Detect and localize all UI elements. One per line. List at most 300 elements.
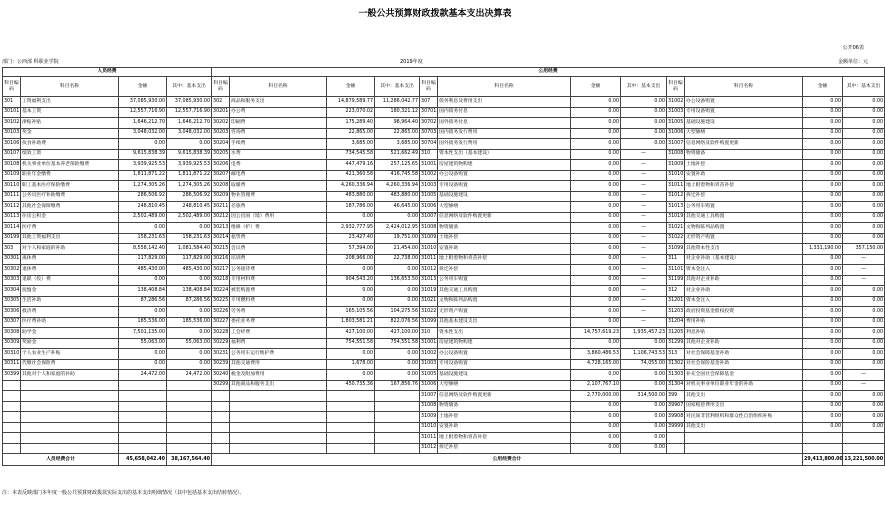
item-amount: 0.00	[327, 349, 375, 360]
item-code: 30301	[3, 254, 21, 265]
item-name: 对社会保障基金补助	[685, 349, 803, 360]
item-basic: —	[621, 275, 667, 286]
item-name: 安置补助	[438, 422, 571, 433]
item-name: 资本性支出	[438, 328, 571, 339]
table-row	[3, 160, 885, 171]
item-basic: 0.00	[167, 359, 212, 370]
item-name: 咨询费	[230, 128, 327, 139]
item-code: 310	[420, 149, 438, 160]
item-code: 31304	[667, 380, 685, 391]
item-basic: 0.00	[621, 97, 667, 108]
item-name: 其他支出	[685, 391, 803, 402]
item-name	[230, 443, 327, 454]
item-code: 31011	[420, 433, 438, 444]
item-amount: 55,063.00	[119, 338, 167, 349]
item-amount: 0.00	[571, 286, 621, 297]
item-amount: 7,501,135.00	[119, 328, 167, 339]
item-code: 30103	[3, 128, 21, 139]
item-basic: —	[621, 286, 667, 297]
item-name	[21, 391, 119, 402]
item-basic: 138,408.84	[167, 286, 212, 297]
item-name: 专用设备购置	[438, 359, 571, 370]
item-amount: 23,427.40	[327, 233, 375, 244]
item-code: 30215	[212, 244, 230, 255]
table-row	[3, 139, 885, 150]
item-name: 对企业补助	[685, 286, 803, 297]
item-name: 无形资产购置	[438, 307, 571, 318]
item-name: 个人农业生产补贴	[21, 349, 119, 360]
item-amount	[327, 391, 375, 402]
item-basic: —	[843, 254, 885, 265]
item-code: 312	[667, 286, 685, 297]
item-amount: 421,360.58	[327, 170, 375, 181]
table-row	[3, 380, 885, 391]
item-amount: 14,757,619.23	[571, 328, 621, 339]
item-name: 其他交通费用	[230, 359, 327, 370]
item-amount: 175,289.40	[327, 118, 375, 129]
item-amount	[119, 380, 167, 391]
item-basic: 0.00	[621, 443, 667, 454]
item-code: 30702	[420, 118, 438, 129]
item-name: 资本金注入	[685, 296, 803, 307]
item-basic: 0.00	[843, 401, 885, 412]
item-name: 国外债务发行费用	[438, 139, 571, 150]
item-code: 31019	[420, 286, 438, 297]
item-basic: 0.00	[375, 296, 420, 307]
item-amount: 0.00	[571, 401, 621, 412]
item-code: 30224	[212, 286, 230, 297]
item-basic: 286,506.92	[167, 191, 212, 202]
item-amount: 0.00	[803, 380, 843, 391]
item-name: 土地补偿	[685, 160, 803, 171]
item-amount: 0.00	[803, 191, 843, 202]
item-basic: 0.00	[621, 380, 667, 391]
item-amount: 0.00	[803, 233, 843, 244]
item-basic: 0.00	[621, 128, 667, 139]
item-name: 机关事业单位基本养老保险缴费	[21, 160, 119, 171]
item-name: 维修（护）费	[230, 223, 327, 234]
item-name: 公务员医疗补助缴费	[21, 191, 119, 202]
item-basic: 3,685.00	[375, 139, 420, 150]
item-code: 30703	[420, 128, 438, 139]
item-amount: 0.00	[803, 296, 843, 307]
item-amount	[803, 443, 843, 454]
table-row	[3, 296, 885, 307]
item-name: 其他对个人和家庭的补助	[21, 370, 119, 381]
item-code: 39907	[667, 401, 685, 412]
item-code: 30299	[212, 380, 230, 391]
item-code: 30704	[420, 139, 438, 150]
header-name: 科目名称	[685, 77, 803, 97]
item-name: 助学金	[21, 328, 119, 339]
item-name: 医疗费	[21, 223, 119, 234]
unit-label: 金额单位：元	[837, 59, 868, 65]
item-name: 会议费	[230, 244, 327, 255]
item-basic: 1,081,584.40	[167, 244, 212, 255]
item-code: 31010	[420, 422, 438, 433]
item-amount	[119, 422, 167, 433]
item-name: 培训费	[230, 254, 327, 265]
item-amount: 754,551.58	[327, 338, 375, 349]
item-code: 31007	[420, 212, 438, 223]
item-amount: 0.00	[803, 349, 843, 360]
item-code: 30108	[3, 160, 21, 171]
item-name	[685, 443, 803, 454]
item-name: 奖励金	[21, 338, 119, 349]
item-amount	[119, 391, 167, 402]
item-basic: 87,286.56	[167, 296, 212, 307]
item-amount	[327, 412, 375, 423]
item-amount: 208,966.00	[327, 254, 375, 265]
item-name: 水费	[230, 149, 327, 160]
header-basic: 其中：基本支出	[621, 77, 667, 97]
public-total-basic: 13,221,500.00	[843, 454, 885, 466]
item-code: 30229	[212, 338, 230, 349]
item-basic	[375, 433, 420, 444]
item-code: 30225	[212, 296, 230, 307]
item-amount: 9,615,838.39	[119, 149, 167, 160]
item-amount: 8,558,142.40	[119, 244, 167, 255]
item-amount: 0.00	[327, 370, 375, 381]
item-name: 房屋建筑物购建	[438, 338, 571, 349]
item-basic: 1,935,457.23	[621, 328, 667, 339]
item-amount: 0.00	[571, 338, 621, 349]
item-name	[685, 433, 803, 444]
item-name: 对企业补助（基本建设）	[685, 254, 803, 265]
item-basic	[375, 391, 420, 402]
item-name: 大型修缮	[438, 202, 571, 213]
header-amount: 金额	[803, 77, 843, 97]
item-amount: 0.00	[119, 307, 167, 318]
item-code: 30304	[3, 286, 21, 297]
item-name: 利息补贴	[685, 328, 803, 339]
item-name: 信息网络及软件购置更新	[685, 139, 803, 150]
item-code: 31007	[667, 139, 685, 150]
item-amount: 3,048,032.00	[119, 128, 167, 139]
item-amount: 87,286.56	[119, 296, 167, 307]
item-basic: 0.00	[621, 401, 667, 412]
item-amount: 0.00	[803, 160, 843, 171]
item-name: 津贴补贴	[21, 118, 119, 129]
item-basic: 0.00	[621, 118, 667, 129]
item-basic: 1,274,305.26	[167, 181, 212, 192]
item-code	[3, 433, 21, 444]
table-row	[3, 349, 885, 360]
item-name: 国外债务付息	[438, 118, 571, 129]
item-code: 30240	[212, 370, 230, 381]
item-basic: —	[843, 370, 885, 381]
item-code: 31204	[667, 317, 685, 328]
item-code: 30111	[3, 191, 21, 202]
item-name: 信息网络及软件购置更新	[438, 391, 571, 402]
item-name: 土地补偿	[438, 412, 571, 423]
item-basic: 0.00	[843, 202, 885, 213]
item-amount	[327, 401, 375, 412]
item-basic: 822,076.56	[375, 317, 420, 328]
table-row	[3, 275, 885, 286]
item-name: 资本金注入	[685, 265, 803, 276]
item-basic: 0.00	[843, 170, 885, 181]
item-basic: 0.00	[843, 181, 885, 192]
item-amount: 0.00	[803, 401, 843, 412]
year-label: 2019年度	[400, 59, 423, 65]
item-amount	[327, 422, 375, 433]
header-amount: 金额	[327, 77, 375, 97]
table-body	[3, 97, 885, 454]
item-name: 办公设备购置	[438, 349, 571, 360]
item-basic: 1,106,743.53	[621, 349, 667, 360]
item-code: 301	[3, 97, 21, 108]
item-name: 政府投资基金股权投资	[685, 307, 803, 318]
item-amount: 2,932,777.95	[327, 223, 375, 234]
expenditure-table	[2, 67, 885, 466]
item-amount: 0.00	[803, 275, 843, 286]
item-basic: 0.00	[843, 317, 885, 328]
item-code	[212, 391, 230, 402]
item-basic: —	[621, 181, 667, 192]
table-row	[3, 97, 885, 108]
item-name: 安置补助	[685, 170, 803, 181]
item-basic: 0.00	[375, 370, 420, 381]
item-basic	[167, 401, 212, 412]
item-name: 国内债务付息	[438, 107, 571, 118]
item-code: 30309	[3, 338, 21, 349]
item-amount: 2,502,489.00	[119, 212, 167, 223]
item-basic: 0.00	[843, 307, 885, 318]
item-basic: 1,811,871.22	[167, 170, 212, 181]
item-code	[212, 412, 230, 423]
personnel-total-basic: 38,167,564.40	[167, 454, 212, 466]
item-basic	[375, 401, 420, 412]
item-amount: 24,472.00	[119, 370, 167, 381]
item-basic: —	[621, 233, 667, 244]
table-row	[3, 149, 885, 160]
item-basic: 0.00	[621, 433, 667, 444]
item-name: 基本工资	[21, 107, 119, 118]
table-row	[3, 212, 885, 223]
item-code: 31022	[667, 233, 685, 244]
item-code: 307	[420, 97, 438, 108]
header-code: 科目编码	[3, 77, 21, 97]
item-code: 30228	[212, 328, 230, 339]
item-amount: 0.00	[119, 359, 167, 370]
item-name: 拆迁补偿	[438, 265, 571, 276]
item-code: 31006	[667, 128, 685, 139]
item-name: 无形资产购置	[685, 233, 803, 244]
item-code: 31003	[420, 181, 438, 192]
item-code: 31008	[420, 401, 438, 412]
item-name	[230, 391, 327, 402]
item-basic: 483,880.00	[375, 191, 420, 202]
item-basic: 521,662.49	[375, 149, 420, 160]
item-amount: 0.00	[119, 349, 167, 360]
item-basic: 46,645.00	[375, 202, 420, 213]
item-name	[21, 380, 119, 391]
item-basic: 0.00	[167, 139, 212, 150]
item-name: 办公设备购置	[685, 97, 803, 108]
item-code	[3, 443, 21, 454]
item-code: 31099	[667, 244, 685, 255]
group-personnel: 人员经费	[3, 68, 212, 77]
item-name: 对机关事业单位职业年金的补助	[685, 380, 803, 391]
item-code: 30701	[420, 107, 438, 118]
item-code	[212, 422, 230, 433]
item-basic: 357,150.00	[843, 244, 885, 255]
item-name: 工会经费	[230, 328, 327, 339]
item-basic: 0.00	[843, 296, 885, 307]
item-code: 30311	[3, 359, 21, 370]
header-code: 科目编码	[420, 77, 438, 97]
item-basic: 2,424,012.95	[375, 223, 420, 234]
item-name: 基础设施建设	[438, 191, 571, 202]
table-row	[3, 254, 885, 265]
item-basic: 12,557,716.90	[167, 107, 212, 118]
item-amount: 447,479.16	[327, 160, 375, 171]
item-amount: 3,860,486.53	[571, 349, 621, 360]
item-basic: —	[843, 380, 885, 391]
item-name: 文物和陈列品购置	[685, 223, 803, 234]
item-basic: 55,063.00	[167, 338, 212, 349]
item-code: 30110	[3, 181, 21, 192]
item-amount: 0.00	[571, 275, 621, 286]
form-code: 公开06表	[842, 45, 864, 51]
table-row	[3, 170, 885, 181]
table-row	[3, 391, 885, 402]
item-name	[21, 422, 119, 433]
item-name: 专用设备购置	[685, 107, 803, 118]
item-basic: 0.00	[843, 149, 885, 160]
item-amount: 1,803,581.21	[327, 317, 375, 328]
item-code: 399	[667, 391, 685, 402]
item-name: 大型修缮	[685, 128, 803, 139]
item-amount: 0.00	[803, 223, 843, 234]
personnel-total-amount: 45,658,042.40	[119, 454, 167, 466]
item-basic: 0.00	[843, 233, 885, 244]
item-amount: 1,678.00	[327, 359, 375, 370]
item-name: 其他基本建设支出	[438, 317, 571, 328]
item-amount	[327, 433, 375, 444]
item-name: 救济费	[21, 307, 119, 318]
item-name: 生活补助	[21, 296, 119, 307]
item-name: 邮电费	[230, 170, 327, 181]
item-basic	[167, 380, 212, 391]
item-amount: 0.00	[803, 359, 843, 370]
table-row	[3, 401, 885, 412]
item-name: 退职（役）费	[21, 275, 119, 286]
item-code: 30218	[212, 275, 230, 286]
item-amount: 483,880.00	[327, 191, 375, 202]
item-basic: 2,502,489.00	[167, 212, 212, 223]
item-amount: 117,829.00	[119, 254, 167, 265]
item-code: 30203	[212, 128, 230, 139]
item-name: 拆迁补偿	[685, 191, 803, 202]
table-row	[3, 244, 885, 255]
item-code: 31006	[420, 380, 438, 391]
item-code: 31203	[667, 307, 685, 318]
item-code: 31009	[667, 160, 685, 171]
item-name: 专用材料费	[230, 275, 327, 286]
item-amount: 0.00	[803, 391, 843, 402]
item-code: 30213	[212, 223, 230, 234]
item-name: 对民间非营利组织和群众性自治组织补贴	[685, 412, 803, 423]
item-code	[667, 433, 685, 444]
item-name: 安置补助	[438, 244, 571, 255]
item-basic: 0.00	[621, 338, 667, 349]
item-basic: —	[621, 202, 667, 213]
item-name: 国家赔偿费用支出	[685, 401, 803, 412]
item-code: 30205	[212, 149, 230, 160]
item-amount: 485,430.00	[119, 265, 167, 276]
item-amount: 427,100.00	[327, 328, 375, 339]
item-basic: 0.00	[843, 286, 885, 297]
item-name: 费用补贴	[685, 317, 803, 328]
item-amount: 0.00	[571, 181, 621, 192]
item-name: 取暖费	[230, 181, 327, 192]
item-amount: 0.00	[571, 443, 621, 454]
item-name: 其他社会保障缴费	[21, 202, 119, 213]
item-amount: 0.00	[571, 212, 621, 223]
item-basic: —	[621, 212, 667, 223]
item-amount	[119, 412, 167, 423]
item-basic: 0.00	[375, 349, 420, 360]
item-basic: —	[621, 296, 667, 307]
item-basic: 167,856.76	[375, 380, 420, 391]
item-basic: 0.00	[167, 349, 212, 360]
item-code: 31099	[420, 317, 438, 328]
item-name: 公务用车购置	[685, 202, 803, 213]
item-amount: 0.00	[571, 317, 621, 328]
table-row	[3, 328, 885, 339]
header-name: 科目名称	[230, 77, 327, 97]
item-name	[230, 433, 327, 444]
item-amount: 1,646,212.70	[119, 118, 167, 129]
item-name: 办公费	[230, 107, 327, 118]
item-name: 对社会保险基金补助	[685, 359, 803, 370]
item-code: 30109	[3, 170, 21, 181]
item-amount: 0.00	[803, 181, 843, 192]
item-basic: —	[621, 149, 667, 160]
item-basic: 22,738.00	[375, 254, 420, 265]
item-code: 30239	[212, 359, 230, 370]
item-code: 30305	[3, 296, 21, 307]
item-basic: 136,653.50	[375, 275, 420, 286]
page-title: 一般公共预算财政拨款基本支出决算表	[358, 9, 512, 19]
item-basic: —	[621, 191, 667, 202]
item-amount	[803, 433, 843, 444]
item-basic: 0.00	[375, 359, 420, 370]
item-name: 电费	[230, 160, 327, 171]
item-code: 30202	[212, 118, 230, 129]
item-code: 30107	[3, 149, 21, 160]
item-name: 职业年金缴费	[21, 170, 119, 181]
item-basic	[375, 422, 420, 433]
item-amount: 187,786.00	[327, 202, 375, 213]
item-code: 31009	[420, 412, 438, 423]
item-amount: 0.00	[571, 265, 621, 276]
item-basic: 0.00	[843, 128, 885, 139]
item-basic: 485,430.00	[167, 265, 212, 276]
item-code: 30206	[212, 160, 230, 171]
item-name: 地上附着物和青苗补偿	[438, 254, 571, 265]
table-row	[3, 338, 885, 349]
item-name: 公务用车购置	[438, 275, 571, 286]
item-name: 因公出国（境）费用	[230, 212, 327, 223]
table-row	[3, 118, 885, 129]
item-basic: 37,085,930.00	[167, 97, 212, 108]
item-basic: 98,964.40	[375, 118, 420, 129]
item-code: 30101	[3, 107, 21, 118]
table-row	[3, 202, 885, 213]
